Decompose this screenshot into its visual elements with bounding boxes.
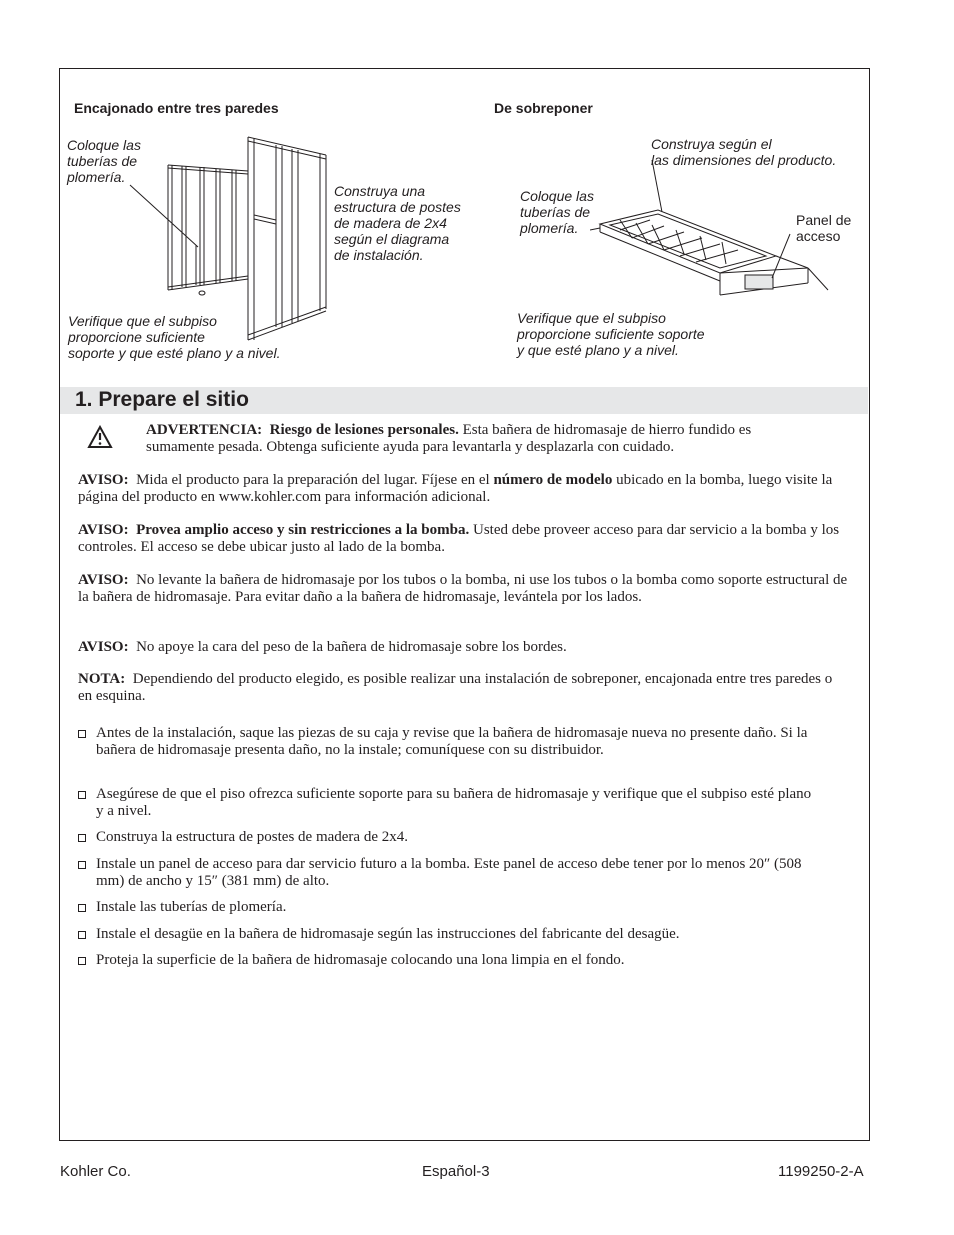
callout-right-access-panel: Panel de acceso [796, 212, 852, 244]
warning-text-2: sumamente pesada. Obtenga suficiente ayuda para levantarla y desplazarla con cuidado. [146, 439, 675, 456]
checkbox-square-icon [78, 904, 86, 912]
warning-triangle-icon [87, 425, 113, 449]
note: NOTA: Dependiendo del producto elegido, es posible realizar una instalación de sobreponer, encajonada entre tres paredes o en esquina. [78, 671, 833, 705]
callout-right-subfloor: Verifique que el subpiso proporcione suficiente soporte y que esté plano y a nivel. [517, 310, 705, 358]
footer-page-number: Español-3 [422, 1163, 490, 1180]
checkbox-square-icon [78, 791, 86, 799]
notice-4: AVISO: No apoye la cara del peso de la bañera de hidromasaje sobre los bordes. [78, 639, 567, 655]
warning-block [146, 422, 856, 457]
checkbox-square-icon [78, 834, 86, 842]
warning-bold: Riesgo de lesiones personales. [269, 422, 459, 438]
checkbox-square-icon [78, 957, 86, 965]
notice-3: AVISO: No levante la bañera de hidromasaje por los tubos o la bomba, ni use los tubos o la bomba como soporte estructural de la bañera de hidromasaje. Para evitar daño a la bañera de hidromasaje, levántela por los lados. [78, 572, 848, 606]
checkbox-square-icon [78, 730, 86, 738]
callout-right-build: Construya según el las dimensiones del producto. [651, 136, 837, 168]
drop-in-framing-illustration [590, 160, 840, 300]
footer-document-id: 1199250-2-A [778, 1163, 864, 1180]
checkbox-square-icon [78, 861, 86, 869]
section-title: 1. Prepare el sitio [75, 388, 249, 411]
alcove-framing-illustration [120, 135, 340, 345]
notice-1: AVISO: Mida el producto para la preparación del lugar. Fíjese en el número de modelo ubicado en la bomba, luego visite la página del producto en www.kohler.com para información adicional. [78, 472, 833, 506]
warning-label: ADVERTENCIA: [146, 422, 263, 438]
callout-right-pipes: Coloque las tuberías de plomería. [520, 188, 594, 236]
callout-left-frame: Construya una estructura de postes de madera de 2x4 según el diagrama de instalación. [334, 183, 461, 263]
figure-right-heading: De sobreponer [494, 100, 593, 116]
figure-left-heading: Encajonado entre tres paredes [74, 100, 279, 116]
callout-left-subfloor: Verifique que el subpiso proporcione suficiente soporte y que esté plano y a nivel. [68, 313, 281, 361]
warning-text-1: Esta bañera de hidromasaje de hierro fundido es [462, 422, 752, 438]
notice-2: AVISO: Provea amplio acceso y sin restricciones a la bomba. Usted debe proveer acceso para dar servicio a la bomba y los controles. El acceso se debe ubicar justo al lado de la bomba. [78, 522, 840, 556]
checkbox-square-icon [78, 931, 86, 939]
callout-left-pipes: Coloque las tuberías de plomería. [67, 137, 141, 185]
footer-company: Kohler Co. [60, 1163, 131, 1180]
